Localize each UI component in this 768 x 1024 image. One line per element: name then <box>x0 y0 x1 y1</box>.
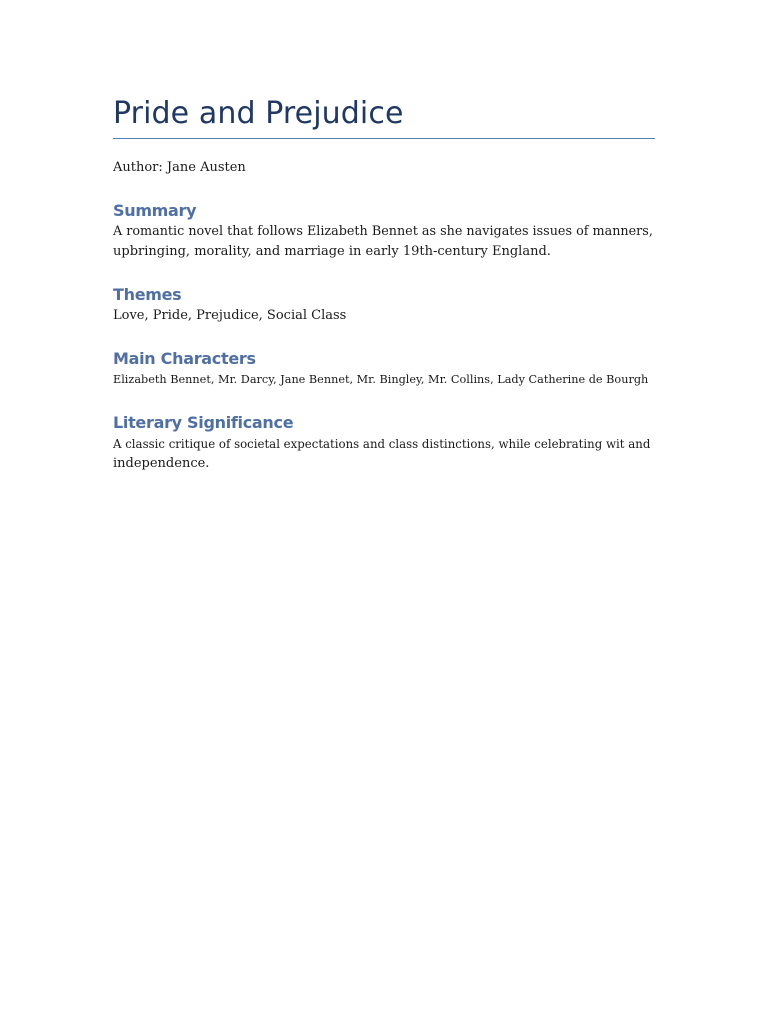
section-themes <box>113 284 655 326</box>
body-line: A classic critique of societal expectations and class distinctions, while celebrating wit and <box>113 437 651 451</box>
body-line: Love, Pride, Prejudice, Social Class <box>113 308 347 323</box>
body-line: Elizabeth Bennet, Mr. Darcy, Jane Bennet, Mr. Bingley, Mr. Collins, Lady Catherine de Bourgh <box>113 373 649 386</box>
section-heading-summary: Summary <box>113 201 197 220</box>
title-underline <box>113 138 655 139</box>
section-literary-significance <box>113 412 655 474</box>
document-title: Pride and Prejudice <box>113 96 404 131</box>
section-body-main-characters <box>113 370 655 390</box>
section-heading-literary-significance: Literary Significance <box>113 413 294 432</box>
section-heading-main-characters: Main Characters <box>113 349 256 368</box>
section-body-themes <box>113 306 655 326</box>
body-line: independence. <box>113 456 210 471</box>
section-heading-themes: Themes <box>113 285 182 304</box>
body-line: upbringing, morality, and marriage in early 19th-century England. <box>113 244 551 259</box>
author-line: Author: Jane Austen <box>113 160 246 175</box>
section-main-characters <box>113 348 655 390</box>
section-body-summary <box>113 222 655 262</box>
body-line: A romantic novel that follows Elizabeth Bennet as she navigates issues of manners, <box>113 224 653 239</box>
section-summary <box>113 200 655 262</box>
section-body-literary-significance <box>113 434 655 474</box>
document-content <box>113 94 655 474</box>
